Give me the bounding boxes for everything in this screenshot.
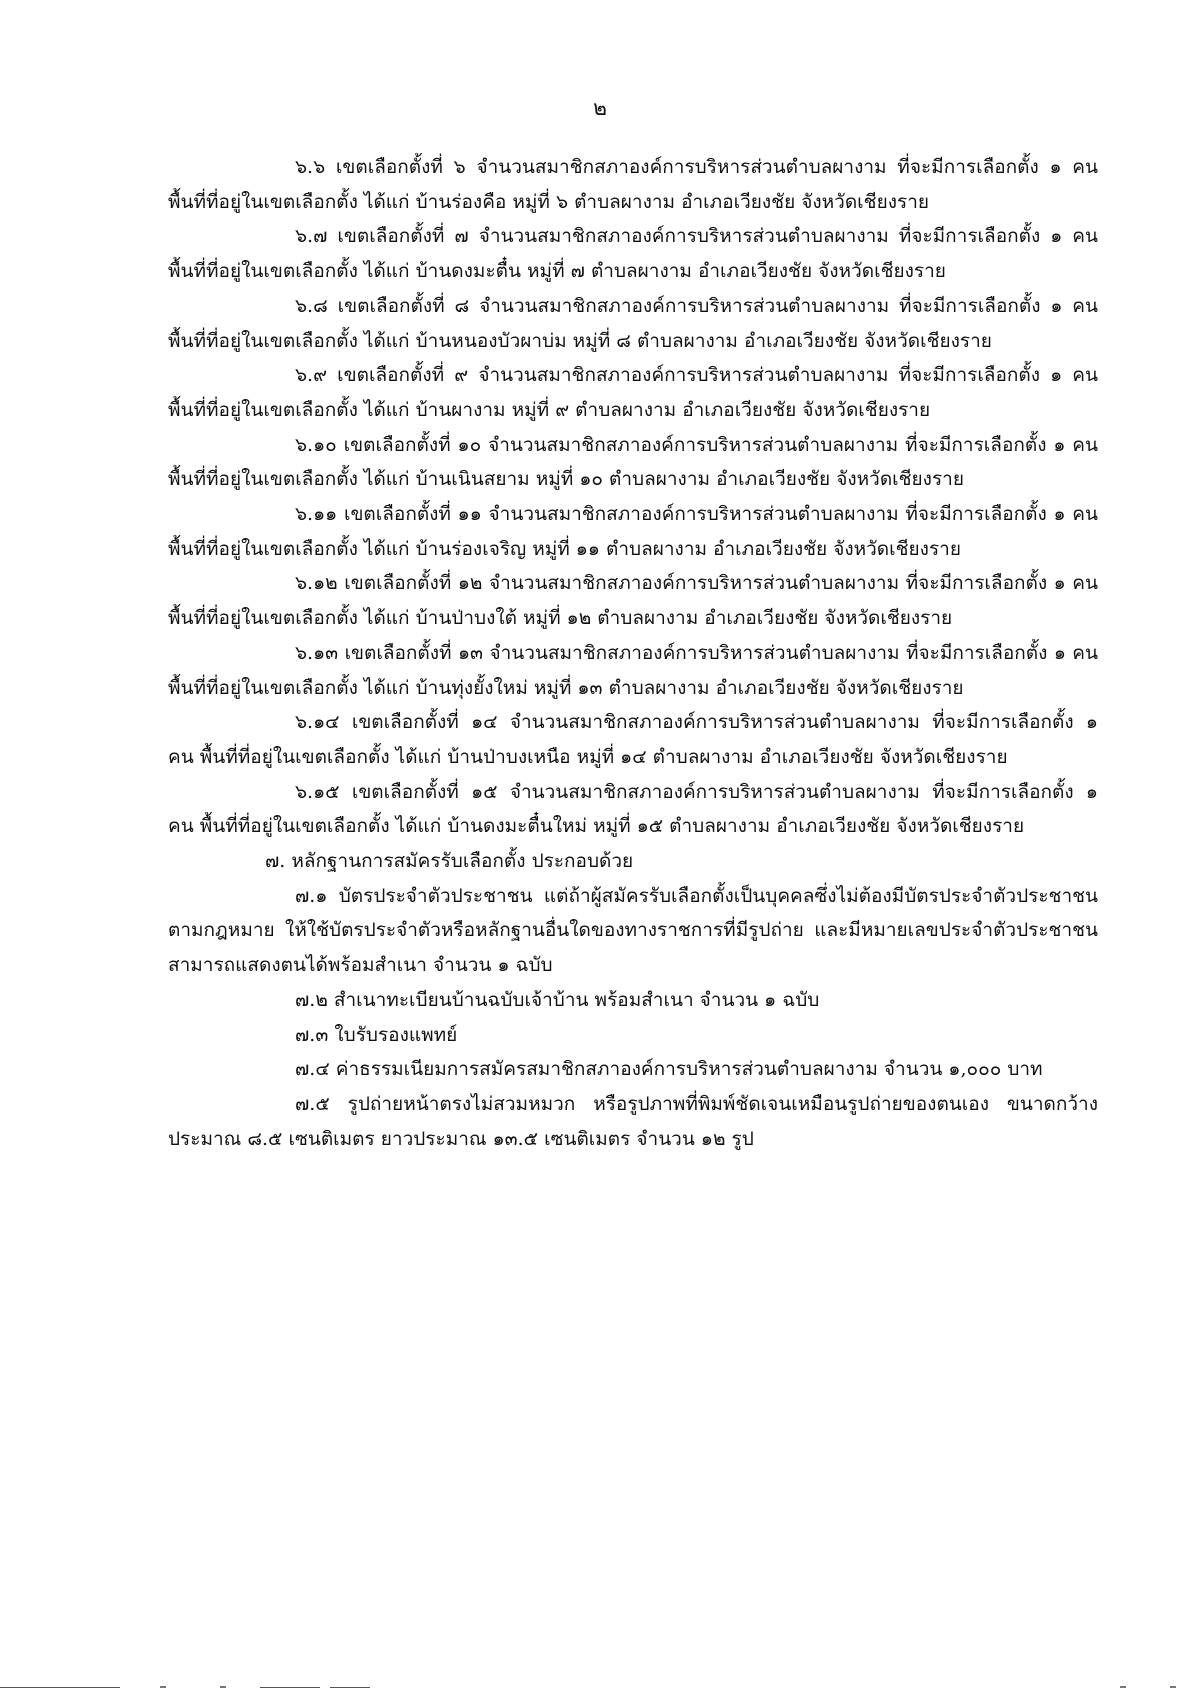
paragraph: ๗.๑ บัตรประจำตัวประชาชน แต่ถ้าผู้สมัครรับเลือกตั้งเป็นบุคคลซึ่งไม่ต้องมีบัตรประจำตัวประชาชนตามกฎหมาย ให้ใช้บัตรประจำตัวหรือหลักฐานอื่นใดของทางราชการที่มีรูปถ่าย และมีหมายเลขประจำตัวประชาชนสามารถแสดงตนได้พร้อมสำเนา จำนวน ๑ ฉบับ — [168, 884, 1098, 977]
paragraph: ๖.๑๓ เขตเลือกตั้งที่ ๑๓ จำนวนสมาชิกสภาองค์การบริหารส่วนตำบลผางาม ที่จะมีการเลือกตั้ง ๑ คน พื้นที่ที่อยู่ในเขตเลือกตั้ง ได้แก่ บ้านทุ่งยั้งใหม่ หมู่ที่ ๑๓ ตำบลผางาม อำเภอเวียงชัย จังหวัดเชียงราย — [168, 641, 1098, 699]
paragraph: ๖.๖ เขตเลือกตั้งที่ ๖ จำนวนสมาชิกสภาองค์การบริหารส่วนตำบลผางาม ที่จะมีการเลือกตั้ง ๑ คน พื้นที่ที่อยู่ในเขตเลือกตั้ง ได้แก่ บ้านร่องคือ หมู่ที่ ๖ ตำบลผางาม อำเภอเวียงชัย จังหวัดเชียงราย — [168, 156, 1098, 213]
paragraph: ๗.๒ สำเนาทะเบียนบ้านฉบับเจ้าบ้าน พร้อมสำเนา จำนวน ๑ ฉบับ — [295, 988, 820, 1011]
paragraph: ๖.๑๐ เขตเลือกตั้งที่ ๑๐ จำนวนสมาชิกสภาองค์การบริหารส่วนตำบลผางาม ที่จะมีการเลือกตั้ง ๑ คน พื้นที่ที่อยู่ในเขตเลือกตั้ง ได้แก่ บ้านเนินสยาม หมู่ที่ ๑๐ ตำบลผางาม อำเภอเวียงชัย จังหวัดเชียงราย — [168, 433, 1098, 491]
paragraph: ๖.๘ เขตเลือกตั้งที่ ๘ จำนวนสมาชิกสภาองค์การบริหารส่วนตำบลผางาม ที่จะมีการเลือกตั้ง ๑ คน พื้นที่ที่อยู่ในเขตเลือกตั้ง ได้แก่ บ้านหนองบัวผาบ่ม หมู่ที่ ๘ ตำบลผางาม อำเภอเวียงชัย จังหวัดเชียงราย — [168, 294, 1098, 352]
paragraph: ๖.๑๑ เขตเลือกตั้งที่ ๑๑ จำนวนสมาชิกสภาองค์การบริหารส่วนตำบลผางาม ที่จะมีการเลือกตั้ง ๑ คน พื้นที่ที่อยู่ในเขตเลือกตั้ง ได้แก่ บ้านร่องเจริญ หมู่ที่ ๑๑ ตำบลผางาม อำเภอเวียงชัย จังหวัดเชียงราย — [168, 503, 1098, 560]
paragraph: ๗.๕ รูปถ่ายหน้าตรงไม่สวมหมวก หรือรูปภาพที่พิมพ์ชัดเจนเหมือนรูปถ่ายของตนเอง ขนาดกว้างประมาณ ๘.๕ เซนติเมตร ยาวประมาณ ๑๓.๕ เซนติเมตร จำนวน ๑๒ รูป — [168, 1092, 1098, 1150]
paragraph: ๗.๔ ค่าธรรมเนียมการสมัครสมาชิกสภาองค์การบริหารส่วนตำบลผางาม จำนวน ๑,๐๐๐ บาท — [295, 1058, 1043, 1081]
section-heading: ๗. หลักฐานการสมัครรับเลือกตั้ง ประกอบด้วย — [265, 850, 634, 873]
paragraph: ๗.๓ ใบรับรองแพทย์ — [295, 1023, 458, 1046]
paragraph: ๖.๑๕ เขตเลือกตั้งที่ ๑๕ จำนวนสมาชิกสภาองค์การบริหารส่วนตำบลผางาม ที่จะมีการเลือกตั้ง ๑ คน พื้นที่ที่อยู่ในเขตเลือกตั้ง ได้แก่ บ้านดงมะตื๋นใหม่ หมู่ที่ ๑๕ ตำบลผางาม อำเภอเวียงชัย จังหวัดเชียงราย — [168, 780, 1098, 838]
footer-rule — [0, 1687, 120, 1688]
footer-rule — [330, 1687, 370, 1688]
document-body — [168, 150, 1098, 1156]
paragraph: ๖.๑๒ เขตเลือกตั้งที่ ๑๒ จำนวนสมาชิกสภาองค์การบริหารส่วนตำบลผางาม ที่จะมีการเลือกตั้ง ๑ คน พื้นที่ที่อยู่ในเขตเลือกตั้ง ได้แก่ บ้านป่าบงใต้ หมู่ที่ ๑๒ ตำบลผางาม อำเภอเวียงชัย จังหวัดเชียงราย — [168, 572, 1098, 630]
footer-dot — [1170, 1686, 1176, 1688]
footer-dot — [160, 1686, 166, 1688]
footer-dot — [1120, 1686, 1126, 1688]
footer-dot — [220, 1686, 226, 1688]
page-number: ๒ — [593, 96, 607, 120]
paragraph: ๖.๙ เขตเลือกตั้งที่ ๙ จำนวนสมาชิกสภาองค์การบริหารส่วนตำบลผางาม ที่จะมีการเลือกตั้ง ๑ คน พื้นที่ที่อยู่ในเขตเลือกตั้ง ได้แก่ บ้านผางาม หมู่ที่ ๙ ตำบลผางาม อำเภอเวียงชัย จังหวัดเชียงราย — [168, 364, 1098, 421]
paragraph: ๖.๑๔ เขตเลือกตั้งที่ ๑๔ จำนวนสมาชิกสภาองค์การบริหารส่วนตำบลผางาม ที่จะมีการเลือกตั้ง ๑ คน พื้นที่ที่อยู่ในเขตเลือกตั้ง ได้แก่ บ้านป่าบงเหนือ หมู่ที่ ๑๔ ตำบลผางาม อำเภอเวียงชัย จังหวัดเชียงราย — [168, 711, 1098, 768]
footer-rule — [260, 1687, 320, 1688]
paragraph: ๖.๗ เขตเลือกตั้งที่ ๗ จำนวนสมาชิกสภาองค์การบริหารส่วนตำบลผางาม ที่จะมีการเลือกตั้ง ๑ คน พื้นที่ที่อยู่ในเขตเลือกตั้ง ได้แก่ บ้านดงมะตื๋น หมู่ที่ ๗ ตำบลผางาม อำเภอเวียงชัย จังหวัดเชียงราย — [168, 225, 1098, 283]
